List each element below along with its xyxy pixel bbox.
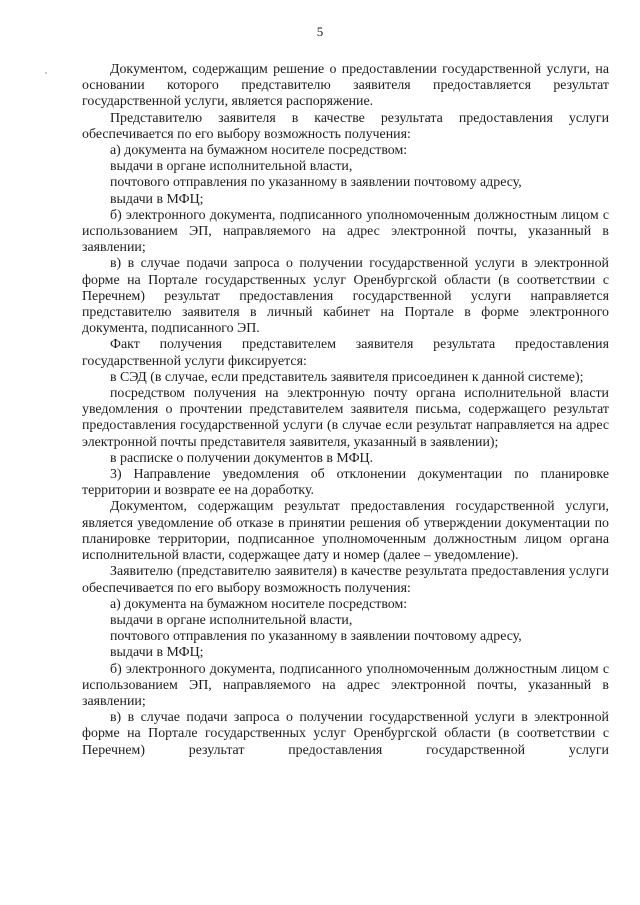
list-item-portal: в) в случае подачи запроса о получении государственной услуги в электронной форме на Портале государственных услуг Оренбургской области (в соответствии с Перечнем) результат предоставления государственной услуги направляется представителю заявителя в личный кабинет на Портале в форме электронного документа, подписанного ЭП. (82, 256, 609, 337)
list-item-mfc-2: выдачи в МФЦ; (110, 645, 204, 661)
list-item-postal-2: почтового отправления по указанному в заявлении почтовому адресу, (110, 629, 522, 645)
list-item-issue-authority-2: выдачи в органе исполнительной власти, (110, 612, 353, 628)
list-item-mfc-receipt: в расписке о получении документов в МФЦ. (110, 450, 374, 466)
list-item-issue-authority: выдачи в органе исполнительной власти, (110, 159, 353, 175)
paragraph-receipt-fact: Факт получения представителем заявителя результата предоставления государственной услуги фиксируется: (82, 337, 609, 369)
page-number: 5 (316, 24, 324, 39)
list-item-postal: почтового отправления по указанному в заявлении почтовому адресу, (110, 175, 522, 191)
list-item-sed: в СЭД (в случае, если представитель заявителя присоединен к данной системе); (110, 369, 584, 385)
document-body (82, 62, 609, 759)
paragraph-rejection-notice: 3) Направление уведомления об отклонении документации по планировке территории и возврате ее на доработку. (82, 467, 609, 499)
list-item-portal-2: в) в случае подачи запроса о получении государственной услуги в электронной форме на Портале государственных услуг Оренбургской области (в соответствии с Перечнем) результат предоставления государственной услуги (82, 710, 609, 758)
list-item-electronic-document: б) электронного документа, подписанного уполномоченным должностным лицом с использованием ЭП, направляемого на адрес электронной почты, указанный в заявлении; (82, 207, 609, 256)
list-item-paper-document-2: а) документа на бумажном носителе посредством: (110, 596, 408, 612)
paragraph-applicant-options: Заявителю (представителю заявителя) в качестве результата предоставления услуги обеспечивается по его выбору возможность получения: (82, 564, 609, 596)
list-item-paper-document: а) документа на бумажном носителе посредством: (110, 143, 408, 159)
paragraph-representative-options: Представителю заявителя в качестве результата предоставления услуги обеспечивается по его выбору возможность получения: (82, 110, 609, 142)
list-item-mfc: выдачи в МФЦ; (110, 191, 204, 207)
list-item-electronic-document-2: б) электронного документа, подписанного уполномоченным должностным лицом с использованием ЭП, направляемого на адрес электронной почты, указанный в заявлении; (82, 661, 609, 709)
list-item-email-notification: посредством получения на электронную почту органа исполнительной власти уведомления о прочтении представителем заявителя письма, содержащего результат предоставления государственной услуги (в случае если результат направляется на адрес электронной почты представителя заявителя, указанный в заявлении); (82, 386, 609, 450)
paragraph-result-document: Документом, содержащим решение о предоставлении государственной услуги, на основании которого представителю заявителя предоставляется результат государственной услуги, является распоряжение. (82, 62, 609, 110)
scan-speck (45, 72, 47, 74)
paragraph-rejection-document: Документом, содержащим результат предоставления государственной услуги, является уведомление об отказе в принятии решения об утверждении документации по планировке территории, подписанное уполномоченным должностным лицом органа исполнительной власти, содержащее дату и номер (далее – уведомление). (82, 499, 609, 564)
